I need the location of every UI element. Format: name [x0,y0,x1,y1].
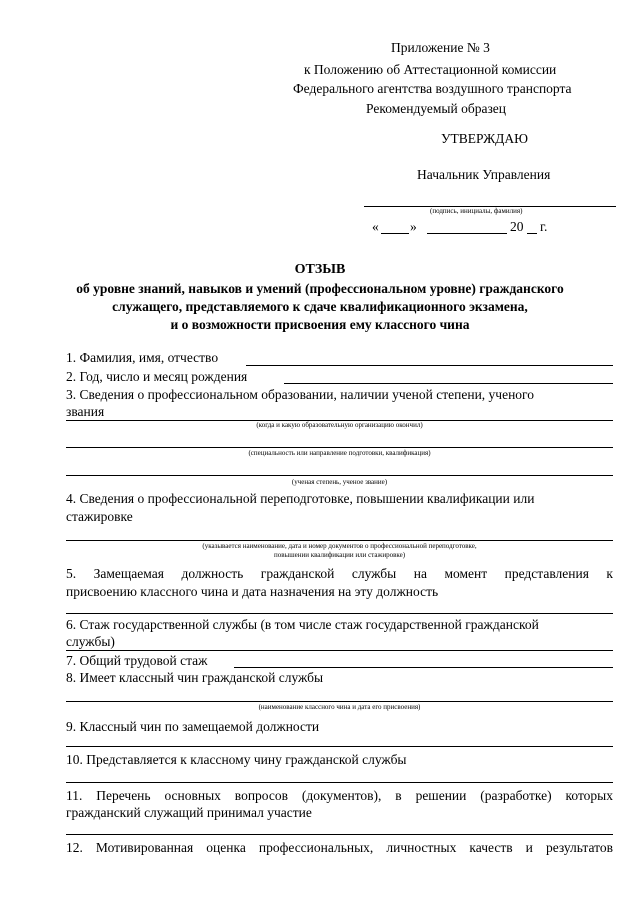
item-4-label-line-1: 4. Сведения о профессиональной переподготовке, повышении квалификации или [66,491,535,506]
item-3-hint-2: (специальность или направление подготовки, квалификация) [248,449,431,457]
item-4-hint-1: (указывается наименование, дата и номер документов о профессиональной переподготовке, [202,542,477,550]
item-6-label-line-1: 6. Стаж государственной службы (в том числе стаж государственной гражданской [66,617,539,632]
item-5-label-line-2: присвоению классного чина и дата назначения на эту должность [66,584,439,599]
appendix-line-2: Федерального агентства воздушного транспорта [293,81,572,96]
item-6-label-line-2: службы) [66,634,115,649]
signature-hint: (подпись, инициалы, фамилия) [430,207,523,215]
document-title: ОТЗЫВ [294,262,346,277]
item-10-label: 10. Представляется к классному чину гражданской службы [66,752,407,767]
date-day-line [381,233,409,234]
item-11-label-line-2: гражданский служащий принимал участие [66,805,312,820]
item-3-hint-1: (когда и какую образовательную организацию окончил) [256,421,423,429]
item-11-label-line-1: 11. Перечень основных вопросов (документов), в решении (разработке) которых [66,788,613,803]
date-month-line [427,233,507,234]
item-2-label: 2. Год, число и месяц рождения [66,369,248,384]
item-4-hint-2: повышении квалификации или стажировке) [273,551,406,559]
appendix-number: Приложение № 3 [391,40,490,55]
item-9-label: 9. Классный чин по замещаемой должности [66,719,320,734]
date-quote-close: » [410,219,417,234]
date-quote-open: « [372,219,379,234]
item-1-field[interactable] [246,365,613,366]
item-5-label-line-1: 5. Замещаемая должность гражданской службы на момент представления к [66,566,613,581]
item-9-field[interactable] [66,746,613,747]
item-8-field[interactable] [66,701,613,702]
item-4-field[interactable] [66,540,613,541]
item-6-field[interactable] [66,650,613,651]
item-3-label-line-1: 3. Сведения о профессиональном образовании, наличии ученой степени, ученого [66,387,535,402]
item-8-hint: (наименование классного чина и дата его присвоения) [258,703,421,711]
approver-position: Начальник Управления [417,167,551,182]
item-5-field[interactable] [66,613,613,614]
document-subtitle-2: служащего, представляемого к сдаче квалификационного экзамена, [112,299,528,314]
date-year-suffix: г. [540,219,548,234]
appendix-line-1: к Положению об Аттестационной комиссии [304,62,557,77]
item-2-field[interactable] [284,383,613,384]
item-7-label: 7. Общий трудовой стаж [66,653,208,668]
item-12-label: 12. Мотивированная оценка профессиональных, личностных качеств и результатов [66,840,613,855]
document-subtitle-1: об уровне знаний, навыков и умений (профессиональном уровне) гражданского [76,281,564,296]
item-3-hint-3: (ученая степень, ученое звание) [291,478,388,486]
item-10-field[interactable] [66,782,613,783]
item-1-label: 1. Фамилия, имя, отчество [66,350,219,365]
approve-word: УТВЕРЖДАЮ [441,131,529,146]
item-11-field[interactable] [66,834,613,835]
document-subtitle-3: и о возможности присвоения ему классного чина [170,317,470,332]
date-year-prefix: 20 [510,219,524,234]
date-year-line [527,233,537,234]
item-8-label: 8. Имеет классный чин гражданской службы [66,670,324,685]
item-3-label-line-2: звания [66,404,105,419]
item-7-field[interactable] [234,667,613,668]
item-3-field-2[interactable] [66,447,613,448]
item-4-label-line-2: стажировке [66,509,133,524]
appendix-line-3: Рекомендуемый образец [366,101,507,116]
item-3-field-3[interactable] [66,475,613,476]
